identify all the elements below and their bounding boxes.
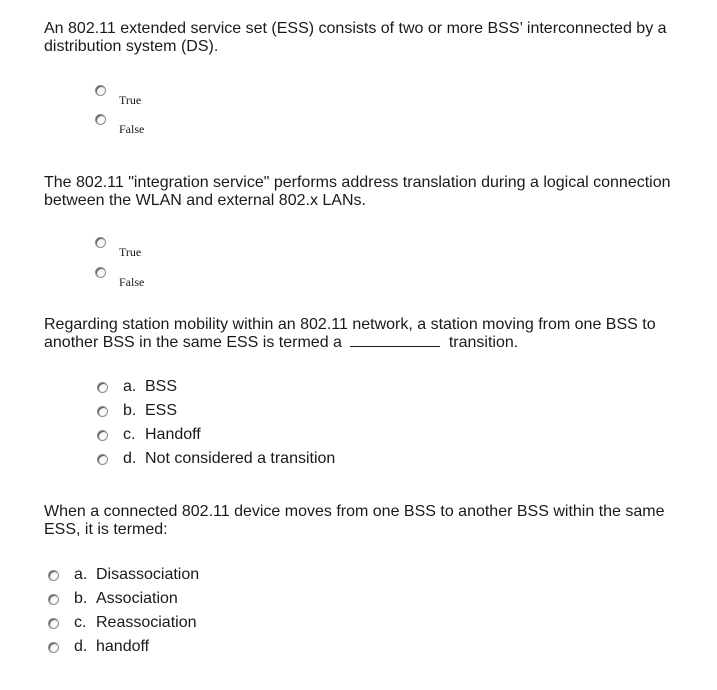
- question-4-text: When a connected 802.11 device moves from one BSS to another BSS within the same ESS, it is termed:: [44, 503, 665, 538]
- q4-option-a-letter: a.: [74, 566, 88, 583]
- q3-option-d[interactable]: [97, 449, 335, 469]
- q3-option-c-text: Handoff: [145, 426, 201, 443]
- q3-radio-a[interactable]: [97, 382, 108, 393]
- q4-option-c-letter: c.: [74, 614, 87, 631]
- q4-option-c-text: Reassociation: [96, 614, 197, 631]
- q4-option-d[interactable]: [48, 637, 149, 657]
- q4-option-d-letter: d.: [74, 638, 88, 655]
- q4-option-d-text: handoff: [96, 638, 150, 655]
- q2-option-true-label: True: [119, 244, 142, 259]
- q3-option-b-letter: b.: [123, 402, 137, 419]
- q4-option-c[interactable]: [48, 613, 197, 633]
- q4-radio-c[interactable]: [48, 618, 59, 629]
- q4-option-b-text: Association: [96, 590, 178, 607]
- q4-option-b[interactable]: [48, 589, 178, 609]
- q2-radio-false[interactable]: [95, 267, 106, 278]
- q3-option-d-letter: d.: [123, 450, 137, 467]
- question-1-text: An 802.11 extended service set (ESS) consists of two or more BSS’ interconnected by a distribution system (DS).: [44, 20, 667, 55]
- q4-radio-b[interactable]: [48, 594, 59, 605]
- q3-option-a-letter: a.: [123, 378, 137, 395]
- q4-option-a-text: Disassociation: [96, 566, 200, 583]
- q2-option-true[interactable]: [95, 232, 106, 252]
- q1-option-false-label: False: [119, 121, 145, 136]
- question-3-text-before: Regarding station mobility within an 802.11 network, a station moving from one BSS to another BSS in the same ESS is termed a: [44, 316, 656, 351]
- q2-option-false[interactable]: [95, 262, 106, 282]
- q4-radio-a[interactable]: [48, 570, 59, 581]
- q4-option-a[interactable]: [48, 565, 199, 585]
- q2-option-false-label: False: [119, 274, 145, 289]
- q3-option-b[interactable]: [97, 401, 177, 421]
- q3-option-a[interactable]: [97, 377, 177, 397]
- q1-option-true-label: True: [119, 92, 142, 107]
- question-3-text-after: transition.: [448, 334, 519, 351]
- answer-blank: [350, 334, 440, 347]
- q3-option-d-text: Not considered a transition: [145, 450, 336, 467]
- q4-radio-d[interactable]: [48, 642, 59, 653]
- q2-radio-true[interactable]: [95, 237, 106, 248]
- q3-radio-c[interactable]: [97, 430, 108, 441]
- q3-option-c[interactable]: [97, 425, 201, 445]
- q3-option-c-letter: c.: [123, 426, 136, 443]
- question-3-text: [44, 316, 684, 352]
- question-2-text: The 802.11 "integration service" performs address translation during a logical connection between the WLAN and external 802.x LANs.: [44, 174, 671, 209]
- q3-option-a-text: BSS: [145, 378, 178, 395]
- q1-radio-false[interactable]: [95, 114, 106, 125]
- q1-option-true[interactable]: [95, 80, 106, 100]
- q3-radio-b[interactable]: [97, 406, 108, 417]
- q3-radio-d[interactable]: [97, 454, 108, 465]
- q1-radio-true[interactable]: [95, 85, 106, 96]
- q1-option-false[interactable]: [95, 109, 106, 129]
- q3-option-b-text: ESS: [145, 402, 178, 419]
- q4-option-b-letter: b.: [74, 590, 88, 607]
